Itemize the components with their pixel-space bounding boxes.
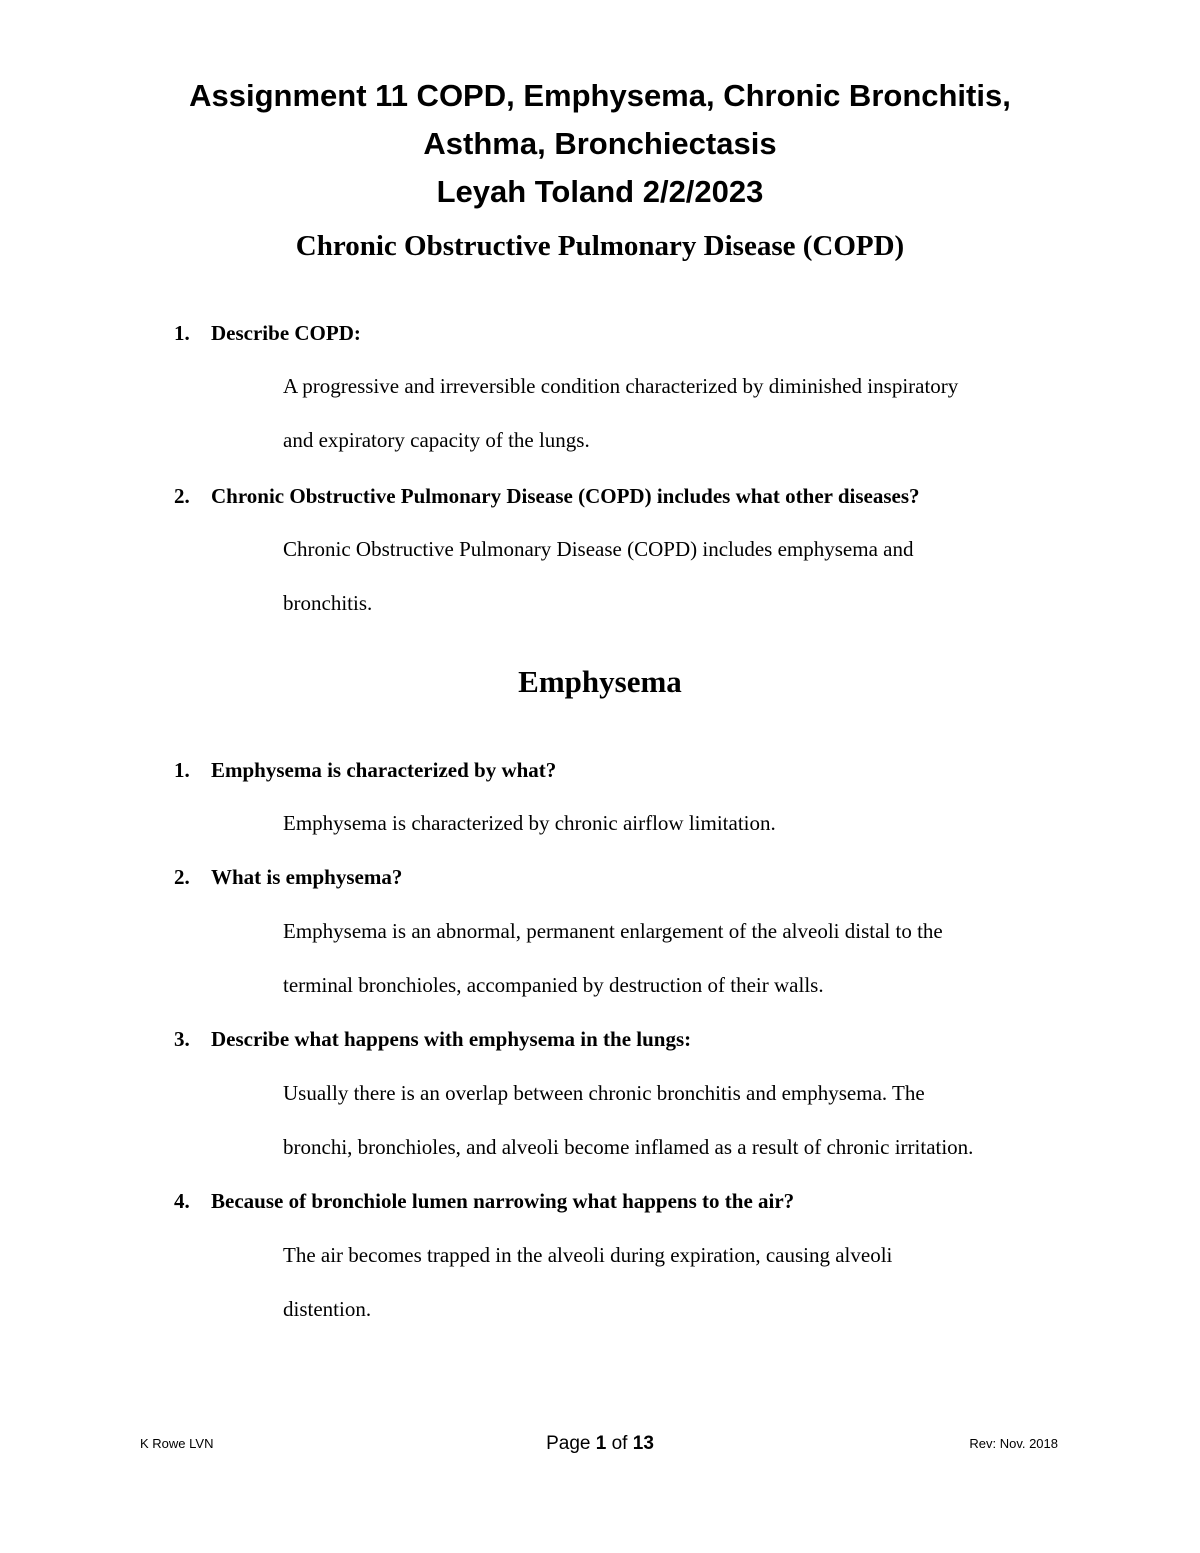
copd-answer-2-line-2: bronchitis. [283,591,373,615]
title-line-3: Leyah Toland 2/2/2023 [436,174,764,209]
emphysema-question-4 [174,1186,794,1216]
question-number: 3. [174,1027,190,1051]
question-number: 4. [174,1189,190,1213]
footer-author: K Rowe LVN [140,1436,214,1451]
emphysema-answer-2-line-1: Emphysema is an abnormal, permanent enlargement of the alveoli distal to the [283,919,943,943]
question-text: Describe what happens with emphysema in the lungs: [211,1027,692,1051]
copd-question-2 [174,481,920,511]
question-number: 2. [174,484,190,508]
page-total: 13 [632,1433,654,1454]
emphysema-answer-4-line-2: distention. [283,1297,372,1321]
question-number: 2. [174,865,190,889]
question-text: What is emphysema? [211,865,403,889]
question-text: Emphysema is characterized by what? [211,758,557,782]
question-number: 1. [174,321,190,345]
question-number: 1. [174,758,190,782]
question-text: Chronic Obstructive Pulmonary Disease (COPD) includes what other diseases? [211,484,920,508]
emphysema-heading: Emphysema [518,664,682,699]
of-word: of [611,1433,628,1454]
footer-revision: Rev: Nov. 2018 [969,1436,1058,1451]
emphysema-answer-3-line-1: Usually there is an overlap between chronic bronchitis and emphysema. The [283,1081,925,1105]
question-text: Describe COPD: [211,321,361,345]
title-line-1: Assignment 11 COPD, Emphysema, Chronic Bronchitis, [189,78,1011,113]
page-current: 1 [595,1433,607,1454]
emphysema-question-2 [174,862,402,892]
emphysema-answer-2-line-2: terminal bronchioles, accompanied by destruction of their walls. [283,973,824,997]
emphysema-question-3 [174,1024,691,1054]
copd-answer-2-line-1: Chronic Obstructive Pulmonary Disease (COPD) includes emphysema and [283,537,914,561]
copd-answer-1-line-1: A progressive and irreversible condition characterized by diminished inspiratory [283,374,959,398]
page-word: Page [546,1433,591,1454]
title-line-2: Asthma, Bronchiectasis [423,126,777,161]
document-title [0,72,1200,216]
question-text: Because of bronchiole lumen narrowing what happens to the air? [211,1189,795,1213]
emphysema-answer-3-line-2: bronchi, bronchioles, and alveoli become inflamed as a result of chronic irritation. [283,1135,974,1159]
emphysema-answer-1-line-1: Emphysema is characterized by chronic airflow limitation. [283,811,776,835]
emphysema-question-1 [174,755,556,785]
emphysema-answer-4-line-1: The air becomes trapped in the alveoli during expiration, causing alveoli [283,1243,893,1267]
copd-question-1 [174,318,361,348]
copd-heading: Chronic Obstructive Pulmonary Disease (COPD) [295,230,905,262]
copd-answer-1-line-2: and expiratory capacity of the lungs. [283,428,590,452]
